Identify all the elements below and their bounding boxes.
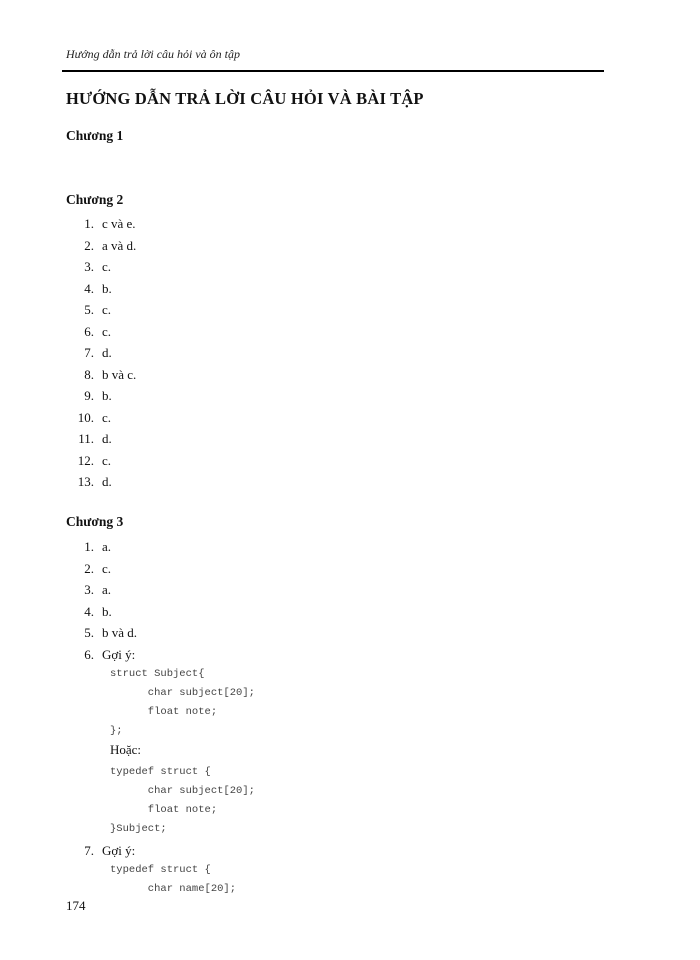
chapter-3-heading: Chương 3 [66, 514, 124, 529]
item-number: 11. [78, 431, 94, 446]
item-text: a. [102, 539, 112, 554]
item-number: 5. [84, 302, 94, 317]
list-item [70, 256, 136, 278]
item-text: b và d. [102, 625, 138, 640]
item-number: 3. [84, 259, 94, 274]
item-text: c. [102, 259, 112, 274]
code-line: char name[20]; [110, 883, 237, 895]
list-item [70, 235, 136, 257]
list-item [70, 536, 137, 558]
chapter-2-answer-list [70, 213, 136, 493]
page-title: HƯỚNG DẪN TRẢ LỜI CÂU HỎI VÀ BÀI TẬP [66, 89, 424, 108]
list-item [70, 558, 137, 580]
list-item [70, 601, 137, 623]
list-item [70, 364, 136, 386]
item-number: 12. [77, 452, 94, 468]
item-text: Gợi ý: [102, 843, 136, 858]
chapter-2-heading: Chương 2 [66, 192, 124, 207]
item-number: 4. [84, 603, 94, 619]
item-number: 7. [84, 843, 94, 858]
item-text: c. [102, 409, 112, 425]
list-item [70, 579, 137, 601]
item-text: d. [102, 345, 112, 360]
list-item [70, 213, 136, 235]
list-item [70, 471, 136, 493]
chapter-1-heading: Chương 1 [66, 128, 124, 143]
item-number: 2. [84, 237, 94, 253]
item-text: c. [102, 323, 112, 339]
item-text: a và d. [102, 237, 137, 253]
list-item [70, 840, 135, 862]
item-number: 1. [84, 216, 94, 231]
list-item [70, 622, 137, 644]
item-text: b. [102, 388, 112, 403]
code-line: char subject[20]; [110, 785, 255, 797]
item-number: 6. [84, 646, 94, 662]
item-text: d. [102, 474, 112, 489]
list-item [70, 278, 136, 300]
item-text: d. [102, 431, 112, 446]
item-number: 4. [84, 280, 94, 296]
code-line: typedef struct { [110, 766, 211, 778]
list-item [70, 299, 136, 321]
code-line: char subject[20]; [110, 687, 255, 699]
item-text: a. [102, 582, 112, 597]
list-item [70, 428, 136, 450]
list-item [70, 450, 136, 472]
item-number: 9. [84, 388, 94, 403]
item-number: 8. [84, 366, 94, 382]
item-text: b. [102, 603, 112, 619]
item-number: 1. [84, 539, 94, 554]
code-line: typedef struct { [110, 864, 211, 876]
code-line: float note; [110, 804, 218, 816]
list-item [70, 321, 136, 343]
running-header: Hướng dẫn trả lời câu hỏi và ôn tập [66, 47, 241, 61]
chapter-3-answer-list-cont [70, 840, 135, 862]
code-line: struct Subject{ [110, 668, 205, 680]
item-number: 13. [77, 474, 94, 489]
header-rule [62, 70, 604, 72]
item-text: b và c. [102, 366, 137, 382]
list-item [70, 385, 136, 407]
item-text: Gợi ý: [102, 646, 136, 662]
chapter-3-answer-list [70, 536, 137, 665]
item-number: 2. [84, 560, 94, 576]
item-text: c. [102, 452, 112, 468]
item-number: 3. [84, 582, 94, 597]
list-item [70, 342, 136, 364]
item-text: c. [102, 302, 112, 317]
code-line: }; [110, 725, 123, 737]
item-number: 7. [84, 345, 94, 360]
item-number: 6. [84, 323, 94, 339]
or-label: Hoặc: [110, 742, 142, 757]
code-line: }Subject; [110, 823, 167, 835]
code-line: float note; [110, 706, 218, 718]
item-number: 5. [84, 625, 94, 640]
list-item [70, 407, 136, 429]
item-text: c và e. [102, 216, 136, 231]
item-number: 10. [77, 409, 94, 425]
list-item [70, 644, 137, 666]
item-text: b. [102, 280, 112, 296]
page-number: 174 [66, 898, 86, 913]
item-text: c. [102, 560, 112, 576]
